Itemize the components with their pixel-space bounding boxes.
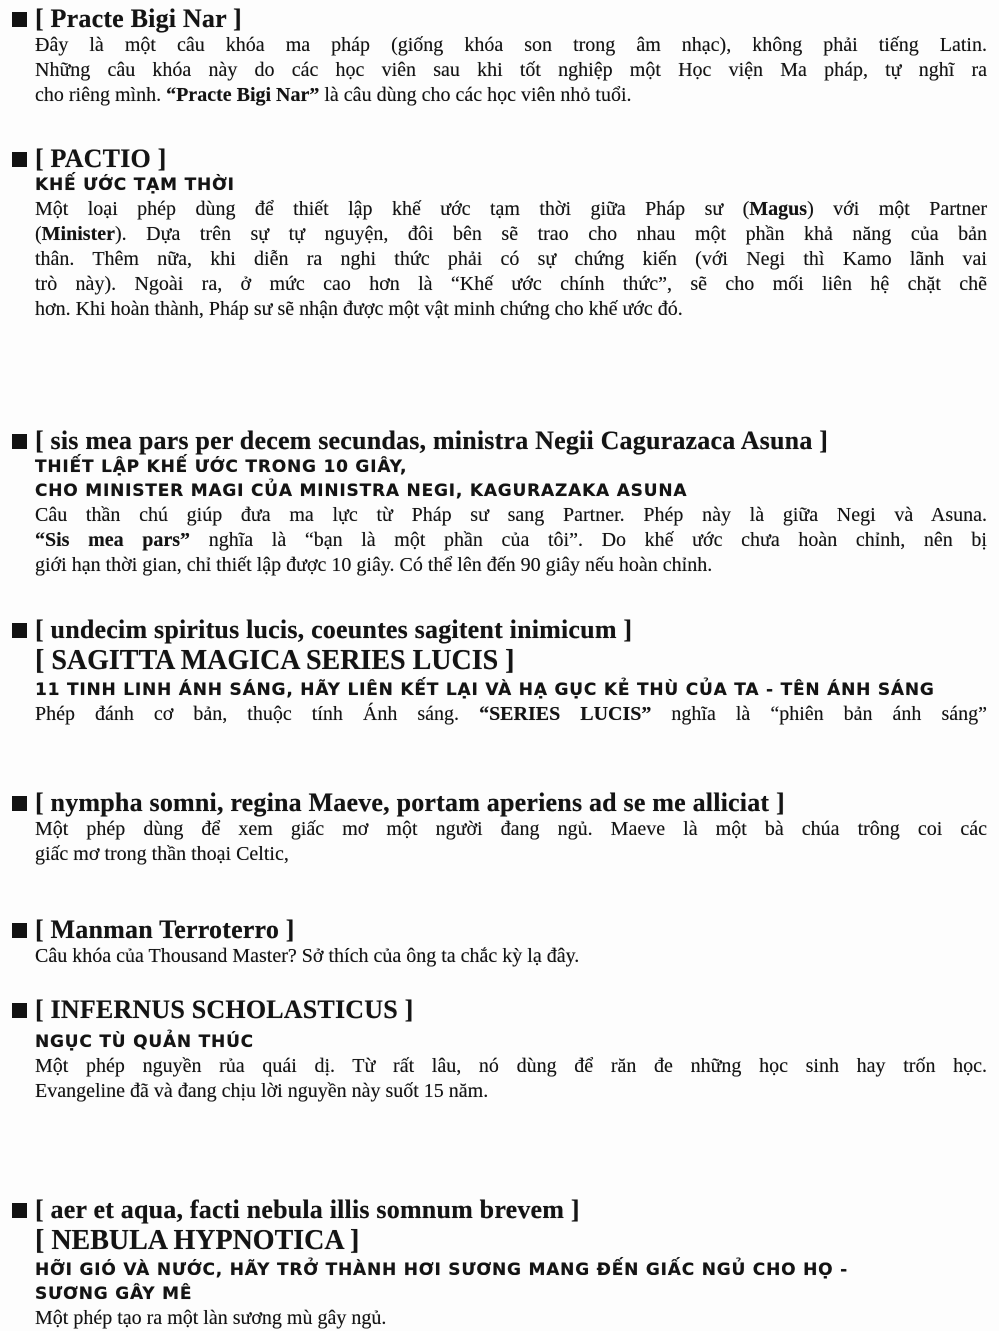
section-header: [ sis mea pars per decem secundas, ministra Negii Cagurazaca Asuna ] — [35, 426, 829, 455]
section-caption: SƯƠNG GÂY MÊ — [35, 1284, 193, 1304]
body-line — [35, 297, 999, 322]
body-text: Một phép tạo ra một làn sương mù gây ngủ. — [35, 1307, 387, 1329]
section-header-row — [12, 616, 999, 644]
section-header-row — [12, 145, 999, 173]
body-text: trò này). Ngoài ra, ở mức cao hơn là “Khế ước chính thức”, sẽ cho mối liên hệ chặt chẽ — [35, 273, 987, 295]
section-caption: KHẾ ƯỚC TẠM THỜI — [35, 175, 235, 195]
body-line — [35, 702, 987, 727]
spell-section-nympha-somni — [12, 789, 999, 867]
body-text: là câu dùng cho các học viên nhỏ tuổi. — [319, 84, 632, 106]
section-header: [ undecim spiritus lucis, coeuntes sagitent inimicum ] — [35, 615, 633, 644]
black-square-bullet-icon — [12, 623, 27, 638]
section-header-row — [12, 916, 999, 944]
body-line — [35, 83, 999, 108]
body-text: Một phép dùng để xem giấc mơ một người đang ngủ. Maeve là một bà chúa trông coi các — [35, 818, 987, 840]
black-square-bullet-icon — [12, 923, 27, 938]
spell-section-manman-terroterro — [12, 916, 999, 969]
section-caption: THIẾT LẬP KHẾ ƯỚC TRONG 10 GIÂY, — [35, 457, 408, 477]
section-header: [ Practe Bigi Nar ] — [35, 4, 242, 33]
body-text: Đây là một câu khóa ma pháp (giống khóa son trong âm nhạc), không phải tiếng Latin. — [35, 34, 987, 56]
body-line — [35, 944, 999, 969]
body-text-bold: “SERIES LUCIS” — [479, 703, 652, 725]
body-text: Evangeline đã và đang chịu lời nguyền này suốt 15 năm. — [35, 1080, 489, 1102]
body-text: nghĩa là “phiên bản ánh sáng” — [651, 703, 987, 725]
body-line — [35, 528, 987, 553]
body-line — [35, 503, 987, 528]
black-square-bullet-icon — [12, 796, 27, 811]
black-square-bullet-icon — [12, 1203, 27, 1218]
body-text: Phép đánh cơ bản, thuộc tính Ánh sáng. — [35, 703, 480, 725]
spell-section-infernus-scholasticus — [12, 996, 999, 1104]
section-header: [ aer et aqua, facti nebula illis somnum brevem ] — [35, 1195, 580, 1224]
spell-section-sagitta-magica-series-lucis — [12, 616, 999, 727]
body-text-bold: Magus — [749, 198, 808, 220]
black-square-bullet-icon — [12, 1003, 27, 1018]
black-square-bullet-icon — [12, 152, 27, 167]
body-line — [35, 272, 987, 297]
section-caption: HỠI GIÓ VÀ NƯỚC, HÃY TRỞ THÀNH HƠI SƯƠNG MANG ĐẾN GIẤC NGỦ CHO HỌ - — [35, 1260, 848, 1280]
section-header-row — [12, 5, 999, 33]
body-line — [35, 1306, 999, 1331]
body-text: Một phép nguyền rủa quái dị. Từ rất lâu, nó dùng để răn đe những học sinh hay trốn học. — [35, 1055, 987, 1077]
section-header: [ nympha somni, regina Maeve, portam aperiens ad se me alliciat ] — [35, 788, 785, 817]
spell-section-nebula-hypnotica — [12, 1196, 999, 1331]
section-header-row — [12, 996, 999, 1024]
section-header: [ PACTIO ] — [35, 144, 167, 173]
section-header-row — [12, 1196, 999, 1224]
black-square-bullet-icon — [12, 12, 27, 27]
body-line — [35, 553, 999, 578]
body-text: nghĩa là “bạn là một phần của tôi”. Do khế ước chưa hoàn chỉnh, nên bị — [190, 529, 987, 551]
section-caption: CHO MINISTER MAGI CỦA MINISTRA NEGI, KAGURAZAKA ASUNA — [35, 481, 688, 501]
body-text-bold: Minister — [41, 223, 115, 245]
body-text: ). Dựa trên sự tự nguyện, đôi bên sẽ trao cho nhau một phần khả năng của bản — [114, 223, 987, 245]
section-subheader: [ SAGITTA MAGICA SERIES LUCIS ] — [35, 645, 515, 676]
section-header: [ Manman Terroterro ] — [35, 915, 295, 944]
spell-section-practe-bigi-nar — [12, 5, 999, 108]
body-text: Những câu khóa này do các học viên sau khi tốt nghiệp một Học viện Ma pháp, tự nghĩ ra — [35, 59, 987, 81]
body-text: hơn. Khi hoàn thành, Pháp sư sẽ nhận được một vật minh chứng cho khế ước đó. — [35, 298, 683, 320]
body-text: ) với một Partner — [807, 198, 987, 220]
body-text: cho riêng mình. — [35, 84, 167, 106]
body-line — [35, 222, 987, 247]
section-caption: 11 TINH LINH ÁNH SÁNG, HÃY LIÊN KẾT LẠI VÀ HẠ GỤC KẺ THÙ CỦA TA - TÊN ÁNH SÁNG — [35, 680, 935, 700]
body-text: Câu thần chú giúp đưa ma lực từ Pháp sư sang Partner. Phép này là giữa Negi và Asuna. — [35, 504, 987, 526]
body-text: giấc mơ trong thần thoại Celtic, — [35, 843, 289, 865]
body-line — [35, 33, 987, 58]
body-text-bold: “Sis mea pars” — [35, 529, 191, 551]
section-subheader: [ NEBULA HYPNOTICA ] — [35, 1225, 360, 1256]
body-line — [35, 1054, 987, 1079]
section-header: [ INFERNUS SCHOLASTICUS ] — [35, 995, 414, 1024]
section-caption: NGỤC TÙ QUẢN THÚC — [35, 1032, 254, 1052]
body-text: giới hạn thời gian, chỉ thiết lập được 10 giây. Có thể lên đến 90 giây nếu hoàn chỉnh. — [35, 554, 713, 576]
body-text-bold: “Practe Bigi Nar” — [166, 84, 320, 106]
body-line — [35, 817, 987, 842]
body-text: ( — [35, 223, 42, 245]
body-text: Một loại phép dùng để thiết lập khế ước tạm thời giữa Pháp sư ( — [35, 198, 750, 220]
black-square-bullet-icon — [12, 434, 27, 449]
body-text: Câu khóa của Thousand Master? Sở thích của ông ta chắc kỳ lạ đây. — [35, 945, 580, 967]
body-line — [35, 247, 987, 272]
spell-section-sis-mea-pars — [12, 427, 999, 578]
body-line — [35, 842, 999, 867]
body-line — [35, 1079, 999, 1104]
body-text: thân. Thêm nữa, khi diễn ra nghi thức phải có sự chứng kiến (với Negi thì Kamo lãnh vai — [35, 248, 987, 270]
section-header-row — [12, 789, 999, 817]
body-line — [35, 197, 987, 222]
section-header-row — [12, 427, 999, 455]
spell-section-pactio — [12, 145, 999, 322]
body-line — [35, 58, 987, 83]
